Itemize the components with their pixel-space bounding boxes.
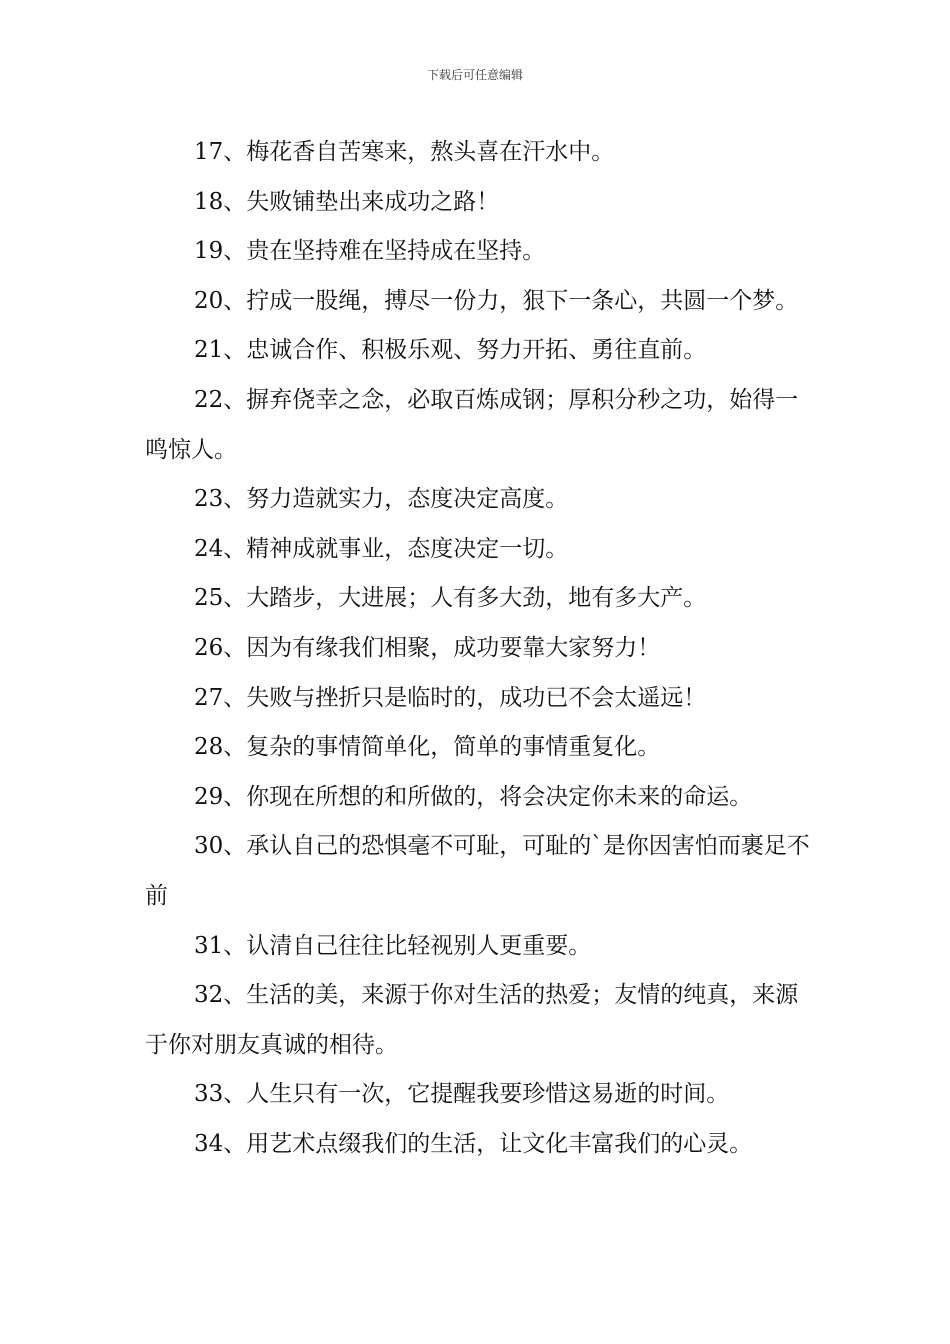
list-item: 19、贵在坚持难在坚持成在坚持。 bbox=[194, 238, 546, 265]
list-item: 22、摒弃侥幸之念，必取百炼成钢；厚积分秒之功，始得一鸣惊人。 bbox=[145, 386, 799, 463]
list-item: 29、你现在所想的和所做的，将会决定你未来的命运。 bbox=[194, 783, 753, 810]
list-item: 27、失败与挫折只是临时的，成功已不会太遥远！ bbox=[194, 684, 707, 711]
list-item: 31、认清自己往往比轻视别人更重要。 bbox=[194, 932, 592, 959]
list-item: 30、承认自己的恐惧毫不可耻，可耻的`是你因害怕而裹足不前 bbox=[145, 833, 810, 909]
list-item: 17、梅花香自苦寒来，熬头喜在汗水中。 bbox=[194, 139, 615, 165]
list-item: 20、拧成一股绳，搏尽一份力，狠下一条心，共圆一个梦。 bbox=[194, 287, 799, 314]
list-item: 32、生活的美，来源于你对生活的热爱；友情的纯真，来源于你对朋友真诚的相待。 bbox=[145, 982, 799, 1058]
list-item: 34、用艺术点缀我们的生活，让文化丰富我们的心灵。 bbox=[194, 1130, 753, 1157]
list-item: 28、复杂的事情简单化，简单的事情重复化。 bbox=[194, 734, 661, 761]
document-body bbox=[145, 128, 815, 1169]
list-item: 24、精神成就事业，态度决定一切。 bbox=[194, 535, 569, 562]
list-item: 18、失败铺垫出来成功之路！ bbox=[194, 188, 500, 215]
list-item: 23、努力造就实力，态度决定高度。 bbox=[194, 486, 569, 513]
list-item: 25、大踏步，大进展；人有多大劲，地有多大产。 bbox=[194, 585, 707, 612]
list-item: 26、因为有缘我们相聚，成功要靠大家努力！ bbox=[194, 634, 661, 661]
list-item: 33、人生只有一次，它提醒我要珍惜这易逝的时间。 bbox=[194, 1081, 730, 1108]
page-header: 下载后可任意编辑 bbox=[426, 68, 523, 82]
list-item: 21、忠诚合作、积极乐观、努力开拓、勇往直前。 bbox=[194, 337, 707, 364]
